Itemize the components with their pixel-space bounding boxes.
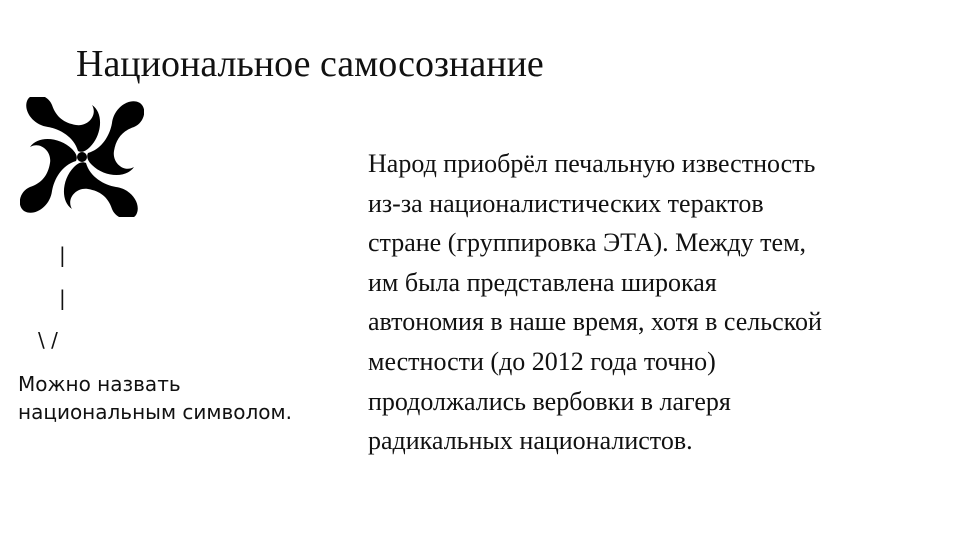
caption-line: Можно назвать bbox=[18, 372, 181, 396]
arrow-head: \ / bbox=[38, 328, 58, 352]
body-line: из-за националистических терактов bbox=[368, 188, 764, 218]
body-line: им была представлена широкая bbox=[368, 267, 717, 297]
slide-title: Национальное самосознание bbox=[76, 43, 544, 85]
caption-line: национальным символом. bbox=[18, 400, 292, 424]
body-line: стране (группировка ЭТА). Между тем, bbox=[368, 228, 807, 258]
lauburu-icon bbox=[20, 97, 144, 217]
arrow-line-1: | bbox=[59, 243, 66, 267]
symbol-caption bbox=[18, 370, 348, 426]
body-paragraph bbox=[368, 144, 938, 461]
body-line: радикальных националистов. bbox=[368, 426, 693, 456]
arrow-line-2: | bbox=[59, 286, 66, 310]
body-line: продолжались вербовки в лагеря bbox=[368, 386, 731, 416]
body-line: автономия в наше время, хотя в сельской bbox=[368, 307, 822, 337]
body-line: местности (до 2012 года точно) bbox=[368, 346, 716, 376]
body-line: Народ приобрёл печальную известность bbox=[368, 149, 816, 178]
